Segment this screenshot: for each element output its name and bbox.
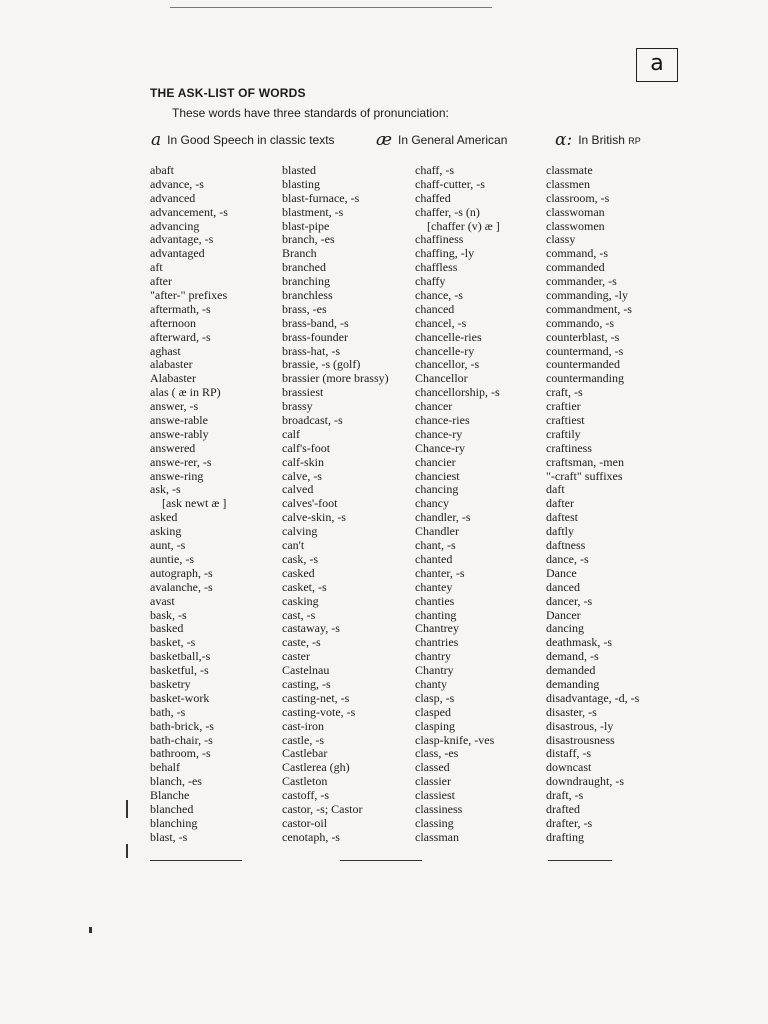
standard-good-speech <box>151 129 335 149</box>
word-entry: basketful, -s <box>150 663 209 678</box>
word-entry: classwomen <box>546 218 605 233</box>
word-entry: counterblast, -s <box>546 329 620 344</box>
word-entry: bathroom, -s <box>150 746 211 761</box>
word-entry: Castelnau <box>282 663 330 678</box>
word-entry: craftier <box>546 399 581 414</box>
word-entry: aunt, -s <box>150 538 186 553</box>
word-entry: Chantry <box>415 663 454 678</box>
word-entry: Dance <box>546 565 577 580</box>
word-entry: asked <box>150 510 178 525</box>
word-entry: chancellorship, -s <box>415 385 500 400</box>
word-entry: craftiness <box>546 440 592 455</box>
word-entry: castoff, -s <box>282 788 330 803</box>
word-entry: chanting <box>415 607 457 622</box>
word-entry: asking <box>150 524 182 539</box>
word-entry: chanted <box>415 551 453 566</box>
word-entry: brass-founder <box>282 329 348 344</box>
bottom-rule <box>548 860 612 861</box>
word-entry: Dancer <box>546 607 581 622</box>
word-entry: daftly <box>546 524 574 539</box>
word-entry: demanded <box>546 663 596 678</box>
word-entry: auntie, -s <box>150 551 194 566</box>
word-entry: casting-vote, -s <box>282 704 356 719</box>
word-entry: Castlerea (gh) <box>282 760 350 775</box>
word-entry: casking <box>282 593 319 608</box>
word-entry: classmen <box>546 176 590 191</box>
word-entry: chaffiness <box>415 232 464 247</box>
word-entry: calving <box>282 524 318 539</box>
word-entry: after <box>150 274 172 289</box>
word-entry: chaffer, -s (n) <box>415 204 480 219</box>
word-entry: downcast <box>546 760 592 775</box>
word-entry: classwoman <box>546 204 605 219</box>
word-entry: Castleton <box>282 774 328 789</box>
word-entry: bath, -s <box>150 704 186 719</box>
word-entry: commander, -s <box>546 274 617 289</box>
bottom-rule <box>150 860 242 861</box>
word-entry: casting, -s <box>282 676 331 691</box>
word-entry: answe-rable <box>150 413 208 428</box>
word-entry: basketry <box>150 676 191 691</box>
word-entry: chancelle-ry <box>415 343 475 358</box>
word-entry: disastrous, -ly <box>546 718 614 733</box>
word-entry: advantage, -s <box>150 232 214 247</box>
word-entry: castor, -s; Castor <box>282 801 363 816</box>
word-entry: draft, -s <box>546 788 584 803</box>
word-entry: chancer <box>415 399 453 414</box>
word-entry: Alabaster <box>150 371 196 386</box>
word-entry: broadcast, -s <box>282 413 343 428</box>
word-entry: calved <box>282 482 314 497</box>
word-entry: class, -es <box>415 746 459 761</box>
scan-speck <box>89 927 92 933</box>
standard-suffix: RP <box>628 136 641 146</box>
standard-symbol: a <box>151 130 162 150</box>
word-entry: chandler, -s <box>415 510 471 525</box>
word-entry: Branch <box>282 246 317 261</box>
page-letter-box: a <box>636 48 678 82</box>
word-entry: answe-rer, -s <box>150 454 212 469</box>
word-entry: drafting <box>546 829 584 844</box>
word-entry: command, -s <box>546 246 608 261</box>
word-entry: chance-ries <box>415 413 470 428</box>
word-entry: craftily <box>546 426 581 441</box>
standard-general-american <box>376 129 507 149</box>
word-entry: Chantrey <box>415 621 459 636</box>
word-entry: chancy <box>415 496 449 511</box>
standard-symbol: æ <box>376 130 392 150</box>
word-entry: alabaster <box>150 357 193 372</box>
word-entry: chanter, -s <box>415 565 465 580</box>
top-rule <box>170 7 492 8</box>
word-entry: calf-skin <box>282 454 324 469</box>
word-entry: commanding, -ly <box>546 288 628 303</box>
word-entry: Chancellor <box>415 371 468 386</box>
word-entry: calf's-foot <box>282 440 331 455</box>
word-entry: [chaffer (v) æ ] <box>427 218 500 233</box>
word-entry: chaffing, -ly <box>415 246 475 261</box>
word-entry: blast-furnace, -s <box>282 190 360 205</box>
word-entry: blasted <box>282 163 316 177</box>
word-entry: chancel, -s <box>415 315 467 330</box>
word-entry: branch, -es <box>282 232 335 247</box>
word-entry: branched <box>282 260 326 275</box>
word-entry: clasp, -s <box>415 690 455 705</box>
word-entry: brassie, -s (golf) <box>282 357 361 372</box>
word-entry: castor-oil <box>282 815 328 830</box>
standard-label: In Good Speech in classic texts <box>167 133 335 147</box>
word-entry: brassier (more brassy) <box>282 371 389 386</box>
word-entry: chantey <box>415 579 453 594</box>
word-entry: clasp-knife, -ves <box>415 732 495 747</box>
word-entry: chaffy <box>415 274 446 289</box>
word-entry: chance, -s <box>415 288 463 303</box>
word-entry: casting-net, -s <box>282 690 350 705</box>
word-entry: chanciest <box>415 468 460 483</box>
word-entry: aghast <box>150 343 181 358</box>
word-entry: chanties <box>415 593 455 608</box>
word-entry: answer, -s <box>150 399 199 414</box>
word-entry: avast <box>150 593 175 608</box>
word-entry: cast-iron <box>282 718 324 733</box>
word-entry: basket, -s <box>150 635 196 650</box>
word-entry: commandment, -s <box>546 301 632 316</box>
word-entry: afterward, -s <box>150 329 211 344</box>
word-entry: chant, -s <box>415 538 456 553</box>
word-column-3 <box>415 164 500 845</box>
standard-symbol: ɑ: <box>555 130 573 150</box>
word-entry: clasping <box>415 718 455 733</box>
word-entry: drafted <box>546 801 580 816</box>
word-entry: daftness <box>546 538 586 553</box>
word-entry: aft <box>150 260 163 275</box>
word-entry: advancement, -s <box>150 204 228 219</box>
word-entry: blanch, -es <box>150 774 202 789</box>
word-entry: aftermath, -s <box>150 301 211 316</box>
word-entry: commando, -s <box>546 315 614 330</box>
word-entry: classed <box>415 760 450 775</box>
word-entry: classier <box>415 774 451 789</box>
word-entry: blasting <box>282 176 320 191</box>
word-entry: autograph, -s <box>150 565 213 580</box>
word-column-2 <box>282 164 389 845</box>
word-entry: demand, -s <box>546 649 599 664</box>
word-column-1 <box>150 164 228 845</box>
word-entry: answered <box>150 440 196 455</box>
word-entry: casked <box>282 565 315 580</box>
word-entry: "-craft" suffixes <box>546 468 623 483</box>
word-entry: chaffless <box>415 260 458 275</box>
word-entry: disastrousness <box>546 732 615 747</box>
page-title: THE ASK-LIST OF WORDS <box>150 86 306 100</box>
word-entry: answe-ring <box>150 468 204 483</box>
word-entry: downdraught, -s <box>546 774 624 789</box>
word-entry: craftiest <box>546 413 585 428</box>
word-entry: drafter, -s <box>546 815 593 830</box>
word-entry: classing <box>415 815 454 830</box>
word-entry: blast, -s <box>150 829 188 844</box>
word-entry: Blanche <box>150 788 190 803</box>
word-entry: cask, -s <box>282 551 318 566</box>
word-entry: calf <box>282 426 300 441</box>
word-entry: calve-skin, -s <box>282 510 346 525</box>
word-entry: brass-hat, -s <box>282 343 340 358</box>
word-entry: branching <box>282 274 330 289</box>
word-entry: Castlebar <box>282 746 328 761</box>
word-entry: classiness <box>415 801 463 816</box>
standard-british-rp <box>555 129 641 149</box>
word-entry: classmate <box>546 163 593 177</box>
word-entry: chancing <box>415 482 459 497</box>
word-entry: craft, -s <box>546 385 583 400</box>
word-entry: afternoon <box>150 315 196 330</box>
word-entry: classy <box>546 232 576 247</box>
word-entry: bath-chair, -s <box>150 732 213 747</box>
word-entry: classiest <box>415 788 455 803</box>
word-entry: demanding <box>546 676 600 691</box>
word-entry: basked <box>150 621 184 636</box>
word-entry: basketball,-s <box>150 649 211 664</box>
word-entry: dancer, -s <box>546 593 593 608</box>
word-entry: calve, -s <box>282 468 322 483</box>
word-entry: brass, -es <box>282 301 327 316</box>
word-entry: craftsman, -men <box>546 454 624 469</box>
word-entry: branchless <box>282 288 333 303</box>
standard-label: In British <box>578 133 625 147</box>
word-entry: chantry <box>415 649 451 664</box>
word-entry: blanched <box>150 801 194 816</box>
page-subtitle: These words have three standards of pronunciation: <box>172 106 449 120</box>
word-entry: behalf <box>150 760 180 775</box>
word-entry: disadvantage, -d, -s <box>546 690 640 705</box>
word-entry: abaft <box>150 163 174 177</box>
word-entry: chantries <box>415 635 459 650</box>
word-entry: Chance-ry <box>415 440 465 455</box>
word-entry: dance, -s <box>546 551 589 566</box>
word-entry: [ask newt æ ] <box>162 496 227 511</box>
word-entry: can't <box>282 538 305 553</box>
word-entry: blast-pipe <box>282 218 330 233</box>
word-entry: chaff, -s <box>415 163 455 177</box>
word-entry: caste, -s <box>282 635 321 650</box>
word-entry: countermanding <box>546 371 624 386</box>
word-entry: advantaged <box>150 246 205 261</box>
word-entry: chaff-cutter, -s <box>415 176 485 191</box>
word-entry: casket, -s <box>282 579 327 594</box>
word-entry: avalanche, -s <box>150 579 213 594</box>
word-entry: alas ( æ in RP) <box>150 385 221 400</box>
word-entry: brassy <box>282 399 313 414</box>
word-entry: calves'-foot <box>282 496 338 511</box>
word-entry: chanty <box>415 676 447 691</box>
margin-mark <box>126 800 128 818</box>
word-column-4 <box>546 164 639 845</box>
word-entry: castaway, -s <box>282 621 340 636</box>
word-entry: countermanded <box>546 357 620 372</box>
word-entry: cenotaph, -s <box>282 829 340 844</box>
word-entry: blanching <box>150 815 198 830</box>
word-entry: danced <box>546 579 580 594</box>
word-entry: advance, -s <box>150 176 204 191</box>
word-entry: castle, -s <box>282 732 324 747</box>
word-entry: chanced <box>415 301 455 316</box>
word-entry: chaffed <box>415 190 451 205</box>
word-entry: caster <box>282 649 310 664</box>
bottom-rule <box>340 860 422 861</box>
word-entry: bask, -s <box>150 607 187 622</box>
word-entry: "after-" prefixes <box>150 288 228 303</box>
word-entry: chance-ry <box>415 426 463 441</box>
word-entry: daft <box>546 482 565 497</box>
word-entry: countermand, -s <box>546 343 624 358</box>
word-entry: advanced <box>150 190 196 205</box>
word-entry: chancelle-ries <box>415 329 482 344</box>
margin-mark <box>126 844 128 858</box>
word-entry: answe-rably <box>150 426 209 441</box>
word-entry: advancing <box>150 218 200 233</box>
word-entry: commanded <box>546 260 605 275</box>
word-entry: bath-brick, -s <box>150 718 214 733</box>
word-entry: chancier <box>415 454 456 469</box>
word-entry: dafter <box>546 496 574 511</box>
word-entry: classman <box>415 829 459 844</box>
word-entry: disaster, -s <box>546 704 597 719</box>
word-entry: cast, -s <box>282 607 316 622</box>
word-entry: brass-band, -s <box>282 315 349 330</box>
word-entry: blastment, -s <box>282 204 344 219</box>
word-entry: ask, -s <box>150 482 181 497</box>
word-entry: clasped <box>415 704 451 719</box>
word-entry: classroom, -s <box>546 190 610 205</box>
word-entry: dancing <box>546 621 584 636</box>
word-entry: deathmask, -s <box>546 635 612 650</box>
standard-label: In General American <box>397 133 508 147</box>
word-entry: Chandler <box>415 524 459 539</box>
word-entry: basket-work <box>150 690 210 705</box>
word-entry: brassiest <box>282 385 324 400</box>
word-entry: distaff, -s <box>546 746 592 761</box>
word-entry: daftest <box>546 510 578 525</box>
word-entry: chancellor, -s <box>415 357 480 372</box>
